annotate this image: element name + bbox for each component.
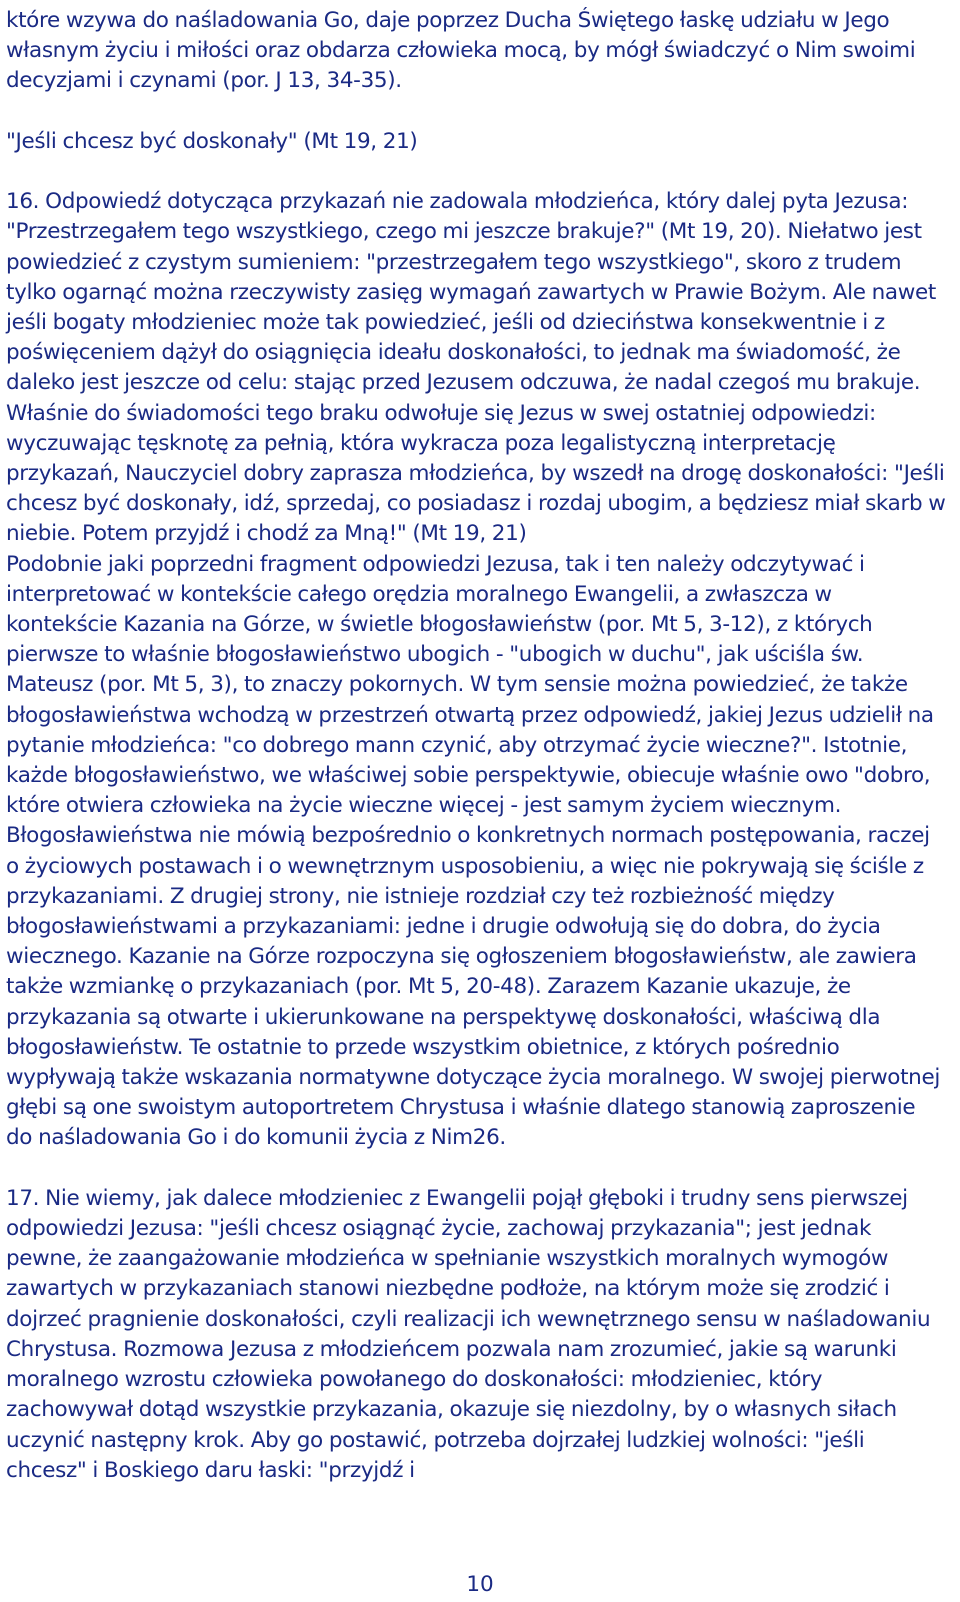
page-number: 10 — [466, 1572, 494, 1597]
blank-line — [6, 97, 946, 127]
paragraph-16c: Błogosławieństwa nie mówią bezpośrednio o konkretnych normach postępowania, raczej o życiowych postawach i o wewnętrznym usposobieniu, a więc nie pokrywają się ściśle z przykazaniami. Z drugiej strony, nie istnieje rozdział czy też rozbieżność między błogosławieństwami a przykazaniami: jedne i drugie odwołują się do dobra, do życia wiecznego. Kazanie na Górze rozpoczyna się ogłoszeniem błogosławieństw, ale zawiera także wzmiankę o przykazaniach (por. Mt 5, 20-48). Zarazem Kazanie ukazuje, że przykazania są otwarte i ukierunkowane na perspektywę doskonałości, właściwą dla błogosławieństw. Te ostatnie to przede wszystkim obietnice, z których pośrednio wypływają także wskazania normatywne dotyczące życia moralnego. W swojej pierwotnej głębi są one swoistym autoportretem Chrystusa i właśnie dlatego stanowią zaproszenie do naśladowania Go i do komunii życia z Nim26. — [6, 823, 940, 1151]
paragraph-16a: 16. Odpowiedź dotycząca przykazań nie zadowala młodzieńca, który dalej pyta Jezusa: "Przestrzegałem tego wszystkiego, czego mi jeszcze brakuje?" (Mt 19, 20). Niełatwo jest powiedzieć z czystym sumieniem: "przestrzegałem tego wszystkiego", skoro z trudem tylko ogarnąć można rzeczywisty zasięg wymagań zawartych w Prawie Bożym. Ale nawet jeśli bogaty młodzieniec może tak powiedzieć, jeśli od dzieciństwa konsekwentnie i z poświęceniem dążył do osiągnięcia ideału doskonałości, to jednak ma świadomość, że daleko jest jeszcze od celu: stając przed Jezusem odczuwa, że nadal czegoś mu brakuje. Właśnie do świadomości tego braku odwołuje się Jezus w swej ostatniej odpowiedzi: wyczuwając tęsknotę za pełnią, która wykracza poza legalistyczną interpretację przykazań, Nauczyciel dobry zaprasza młodzieńca, by wszedł na drogę doskonałości: "Jeśli chcesz być doskonały, idź, sprzedaj, co posiadasz i rozdaj ubogim, a będziesz miał skarb w niebie. Potem przyjdź i chodź za Mną!" (Mt 19, 21) — [6, 189, 946, 547]
paragraph-intro: które wzywa do naśladowania Go, daje poprzez Ducha Świętego łaskę udziału w Jego własnym życiu i miłości oraz obdarza człowieka mocą, by mógł świadczyć o Nim swoimi decyzjami i czynami (por. J 13, 34-35). — [6, 8, 916, 94]
blank-line — [6, 157, 946, 187]
paragraph-16b: Podobnie jaki poprzedni fragment odpowiedzi Jezusa, tak i ten należy odczytywać i interpretować w kontekście całego orędzia moralnego Ewangelii, a zwłaszcza w kontekście Kazania na Górze, w świetle błogosławieństw (por. Mt 5, 3-12), z których pierwsze to właśnie błogosławieństwo ubogich - "ubogich w duchu", jak uściśla św. Mateusz (por. Mt 5, 3), to znaczy pokornych. W tym sensie można powiedzieć, że także błogosławieństwa wchodzą w przestrzeń otwartą przez odpowiedź, jakiej Jezus udzielił na pytanie młodzieńca: "co dobrego mann czynić, aby otrzymać życie wieczne?". Istotnie, każde błogosławieństwo, we właściwej sobie perspektywie, obiecuje właśnie owo "dobro, które otwiera człowieka na życie wieczne więcej - jest samym życiem wiecznym. — [6, 551, 934, 819]
section-heading: "Jeśli chcesz być doskonały" (Mt 19, 21) — [6, 128, 418, 154]
paragraph-17: 17. Nie wiemy, jak dalece młodzieniec z Ewangelii pojął głęboki i trudny sens pierwszej odpowiedzi Jezusa: "jeśli chcesz osiągnąć życie, zachowaj przykazania"; jest jednak pewne, że zaangażowanie młodzieńca w spełnianie wszystkich moralnych wymogów zawartych w przykazaniach stanowi niezbędne podłoże, na którym może się zrodzić i dojrzeć pragnienie doskonałości, czyli realizacji ich wewnętrznego sensu w naśladowaniu Chrystusa. Rozmowa Jezusa z młodzieńcem pozwala nam zrozumieć, jakie są warunki moralnego wzrostu człowieka powołanego do doskonałości: młodzieniec, który zachowywał dotąd wszystkie przykazania, okazuje się niezdolny, by o własnych siłach uczynić następny krok. Aby go postawić, potrzeba dojrzałej ludzkiej wolności: "jeśli chcesz" i Boskiego daru łaski: "przyjdź i — [6, 1185, 931, 1483]
document-page — [6, 6, 946, 1486]
blank-line — [6, 1154, 946, 1184]
